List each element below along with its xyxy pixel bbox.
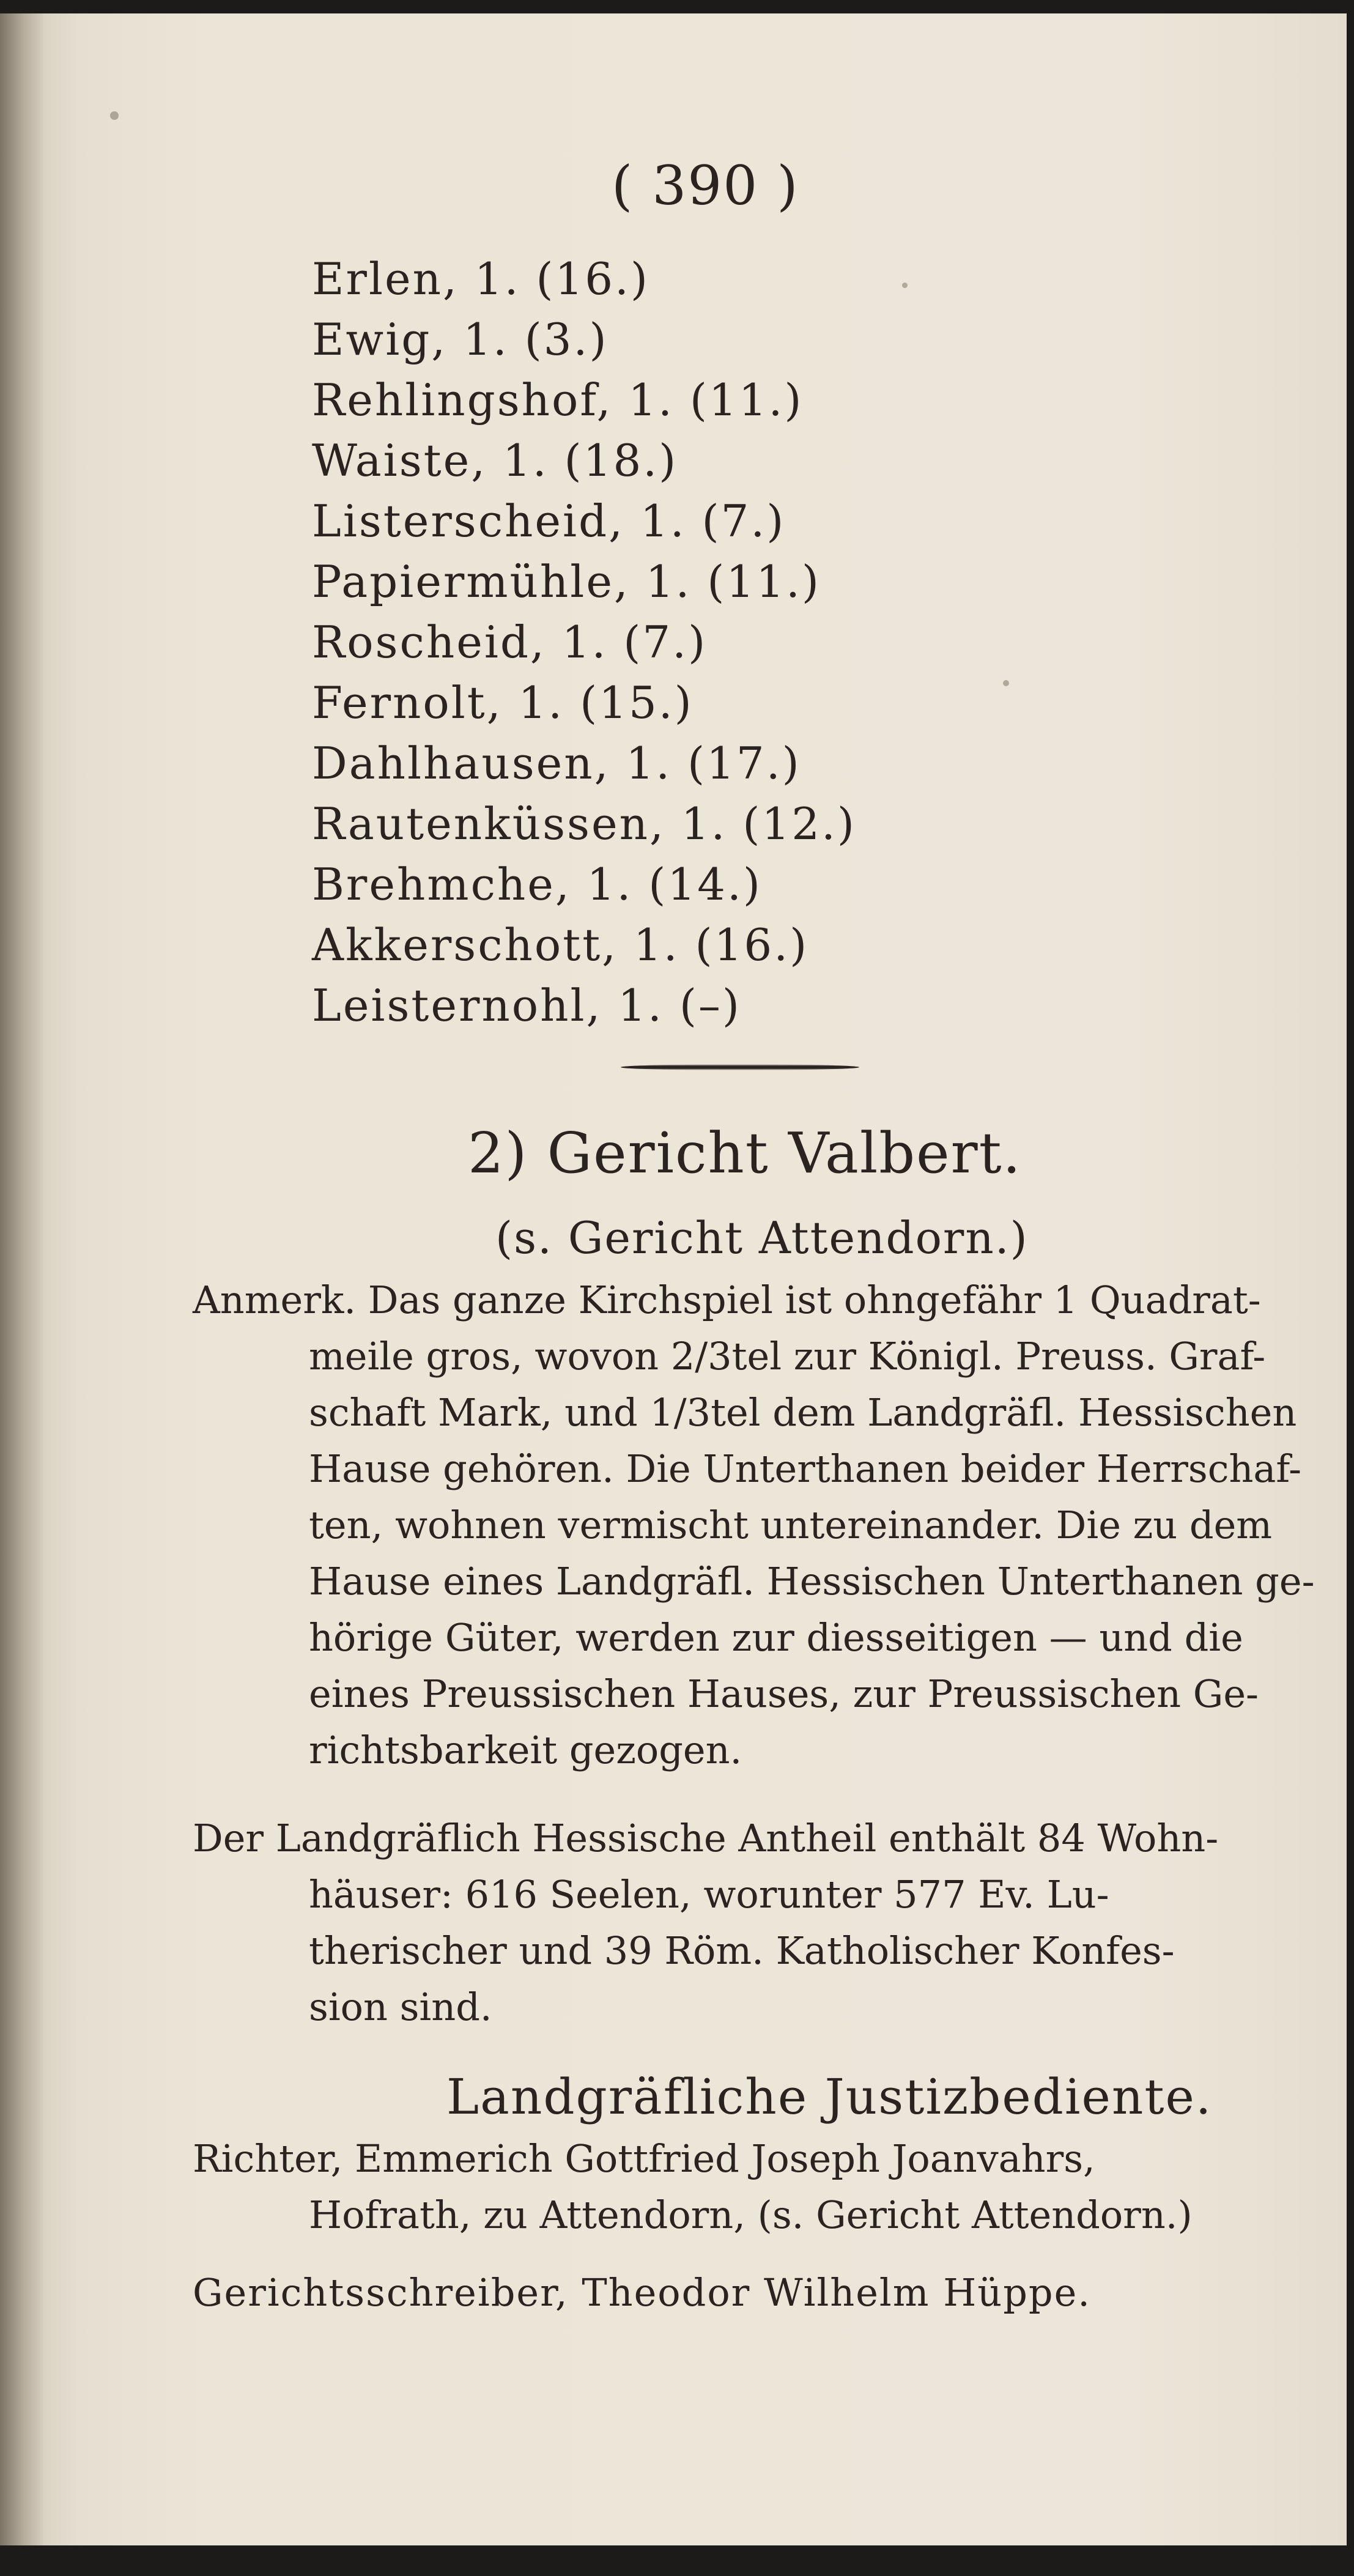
page-number: ( 390 ) [612, 154, 799, 217]
list-item: Waiste, 1. (18.) [312, 435, 678, 486]
paragraph-line: Hause eines Landgräfl. Hessischen Unterthanen ge- [309, 1559, 1315, 1604]
book-binding-edge [0, 13, 43, 2545]
gerichtsschreiber-entry: Gerichtsschreiber, Theodor Wilhelm Hüppe. [193, 2270, 1092, 2315]
list-item: Leisternohl, 1. (–) [312, 980, 742, 1031]
list-item: Papiermühle, 1. (11.) [312, 556, 821, 607]
list-item: Erlen, 1. (16.) [312, 253, 650, 305]
paragraph-line: Hofrath, zu Attendorn, (s. Gericht Attendorn.) [309, 2193, 1193, 2237]
list-item: Rehlingshof, 1. (11.) [312, 374, 804, 426]
paragraph-line: Anmerk. Das ganze Kirchspiel ist ohngefähr 1 Quadrat- [193, 1278, 1261, 1322]
paragraph-line: schaft Mark, und 1/3tel dem Landgräfl. Hessischen [309, 1390, 1297, 1435]
paragraph-line: häuser: 616 Seelen, worunter 577 Ev. Lu- [309, 1872, 1109, 1917]
richter-entry [193, 2131, 1287, 2243]
list-item: Brehmche, 1. (14.) [312, 859, 762, 910]
list-item: Dahlhausen, 1. (17.) [312, 738, 801, 789]
section-subheading: (s. Gericht Attendorn.) [495, 1212, 1029, 1264]
paragraph-line: therischer und 39 Röm. Katholischer Konfes- [309, 1928, 1175, 1973]
list-item: Roscheid, 1. (7.) [312, 616, 708, 668]
paragraph-line: meile gros, wovon 2/3tel zur Königl. Preuss. Graf- [309, 1334, 1266, 1379]
section-heading: 2) Gericht Valbert. [468, 1120, 1022, 1186]
paragraph-line: eines Preussischen Hauses, zur Preussischen Ge- [309, 1671, 1259, 1716]
paragraph-line: richtsbarkeit gezogen. [309, 1728, 742, 1772]
list-item: Ewig, 1. (3.) [312, 314, 609, 365]
anmerkung-paragraph [193, 1272, 1315, 1778]
antheil-paragraph [193, 1810, 1287, 2035]
list-item: Akkerschott, 1. (16.) [312, 919, 809, 971]
paragraph-line: Hause gehören. Die Unterthanen beider Herrschaf- [309, 1446, 1302, 1491]
paragraph-line: ten, wohnen vermischt untereinander. Die zu dem [309, 1503, 1273, 1547]
paper-stain [110, 111, 119, 120]
list-item: Rautenküssen, 1. (12.) [312, 798, 856, 849]
paper-stain [1003, 680, 1009, 686]
paragraph-line: Der Landgräflich Hessische Antheil enthält 84 Wohn- [193, 1816, 1219, 1860]
justiz-heading: Landgräfliche Justizbediente. [446, 2068, 1213, 2125]
list-item: Fernolt, 1. (15.) [312, 677, 694, 728]
paragraph-line: hörige Güter, werden zur diesseitigen — und die [309, 1615, 1243, 1660]
paragraph-line: sion sind. [309, 1985, 492, 2029]
paragraph-line: Richter, Emmerich Gottfried Joseph Joanvahrs, [193, 2136, 1095, 2181]
section-divider [621, 1064, 859, 1070]
place-list [312, 249, 856, 1036]
list-item: Listerscheid, 1. (7.) [312, 495, 786, 547]
book-page [24, 13, 1347, 2545]
paper-stain [902, 283, 908, 288]
